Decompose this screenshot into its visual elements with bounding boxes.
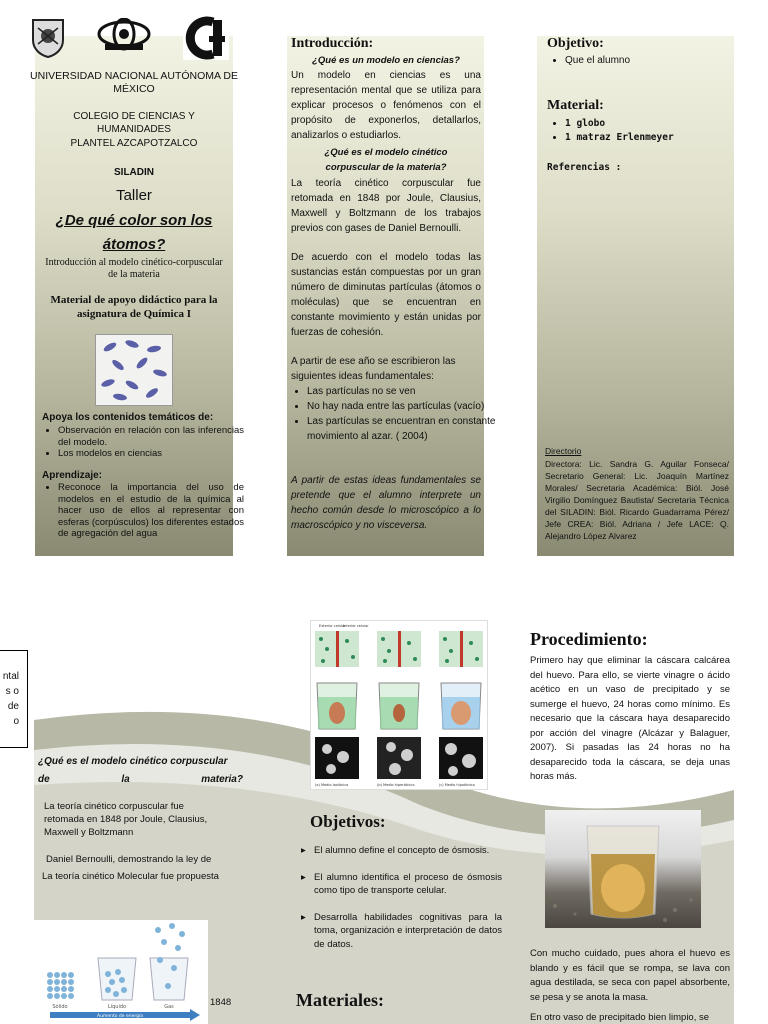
apoya-heading: Apoya los contenidos temáticos de: bbox=[42, 412, 214, 423]
procedimiento-heading: Procedimiento: bbox=[530, 629, 648, 649]
cch-logo-icon bbox=[97, 18, 151, 54]
box-line: ntal bbox=[2, 671, 19, 682]
objetivo-heading: Objetivo: bbox=[547, 36, 604, 51]
cell-label: Exterior celular bbox=[319, 624, 346, 628]
question-word: de bbox=[38, 774, 50, 785]
materiales-heading: Materiales: bbox=[296, 990, 384, 1010]
caption: (a) Medio isotónico bbox=[315, 783, 349, 787]
list-item: • 1 matraz Erlenmeyer bbox=[565, 131, 741, 145]
theory-paragraph-3: La teoría cinético Molecular fue propuesta bbox=[42, 871, 219, 882]
procedure-step-1: Primero hay que eliminar la cáscara calcárea del huevo. Para ello, se vierte vinagre o ácido acético en un vaso de precipitado y se sumerge el huevo, 24 horas como mínimo. Es necesario que la cáscara haya desaparecido por acción del vinagre (Alcázar y Balaguer, 2007). Si pasadas las 24 horas no ha desaparecido toda la cáscara, se deja unas horas más. bbox=[530, 655, 730, 782]
material-list bbox=[549, 117, 741, 145]
objetivo-list bbox=[549, 55, 741, 66]
list-item: • 1 globo bbox=[565, 117, 741, 131]
referencias-label: Referencias : bbox=[547, 162, 622, 173]
state-label: Líquido bbox=[107, 1004, 127, 1010]
material-label: Material de apoyo didáctico para la asignatura de Química I bbox=[50, 294, 218, 320]
state-label: Gas bbox=[164, 1004, 174, 1010]
list-item: • Los modelos en ciencias bbox=[58, 448, 244, 460]
question-heading: ¿Qué es el modelo cinético corpuscular bbox=[38, 756, 228, 767]
intro-paragraph-1: Un modelo en ciencias es una representación mental que se utiliza para explicar procesos o fenómenos con el propósito de exponerlos, detallarlos, analizarlos o estudiarlos. bbox=[291, 70, 481, 141]
egg-beaker-photo bbox=[545, 810, 701, 928]
list-item: • No hay nada entre las partículas (vacío) bbox=[307, 399, 497, 414]
cover-title: ¿De qué color son los átomos? bbox=[55, 212, 213, 253]
directorio-heading: Directorio bbox=[545, 446, 582, 456]
particles-image bbox=[95, 334, 173, 406]
objetivos-heading: Objetivos: bbox=[310, 812, 386, 831]
states-of-matter-image bbox=[30, 920, 208, 1024]
state-label: Sólido bbox=[52, 1004, 68, 1010]
list-item: • Las partículas se encuentran en constante movimiento al azar. ( 2004) bbox=[307, 414, 497, 444]
question-heading-line2 bbox=[38, 774, 243, 785]
theory-paragraph-2: Daniel Bernoulli, demostrando la ley de bbox=[46, 854, 212, 865]
list-item: • Que el alumno bbox=[565, 55, 741, 66]
procedure-step-2: Con mucho cuidado, pues ahora el huevo es blando y es fácil que se rompa, se lava con agua destilada, se seca con papel absorbente, se pesa y se anota la masa. bbox=[530, 948, 730, 1003]
box-line: s o bbox=[5, 686, 19, 697]
intro-paragraph-4: A partir de ese año se escribieron las siguientes ideas fundamentales: bbox=[291, 356, 456, 382]
apoya-list bbox=[42, 425, 244, 460]
question-word: la bbox=[121, 774, 130, 785]
intro-paragraph-2: La teoría cinético corpuscular fue retomada en 1848 por Joule, Clausius, Maxwell y Boltzmann de los trabajos previos con gases de Daniel Bernoulli. bbox=[291, 178, 481, 234]
unam-logo-icon bbox=[31, 18, 65, 58]
siladin-logo-icon bbox=[183, 16, 229, 60]
page-two bbox=[0, 600, 768, 1024]
caption: (c) Medio hipotónico bbox=[439, 783, 475, 787]
cell-label: Interior celular bbox=[343, 624, 369, 628]
intro-heading: Introducción: bbox=[291, 36, 374, 51]
intro-paragraph-5: A partir de estas ideas fundamentales se pretende que el alumno interprete un hecho común desde lo microscópico a lo macroscópico y no visceversa. bbox=[291, 475, 481, 531]
ideas-list bbox=[291, 384, 497, 444]
box-line: o bbox=[13, 716, 19, 727]
box-line: de bbox=[7, 701, 19, 712]
list-item: • Las partículas no se ven bbox=[307, 384, 497, 399]
aprendizaje-heading: Aprendizaje: bbox=[42, 470, 103, 481]
intro-paragraph-3: De acuerdo con el modelo todas las sustancias están compuestas por un gran número de diminutas partículas (átomos o moléculas) que se encuentran en constante movimiento y están unidas por fuerzas de cohesión. bbox=[291, 252, 481, 338]
introduction-panel bbox=[287, 36, 496, 556]
directorio-text: Directora: Lic. Sandra G. Aguilar Fonseca/ Secretario General: Lic. Joaquín Martínez Morales/ Secretaria Académica: Biól. José Virgilio Domínguez Bautista/ Secretaria Técnica del SILADIN: Biól. Ricardo Guadarrama Pérez/ Jefe CREA: Biól. Adriana / Jefe LACE: Q. Alejandro López Alvarez bbox=[545, 459, 729, 541]
osmosis-diagram-image bbox=[310, 620, 488, 790]
energy-arrow-label: Aumento de energía bbox=[97, 1014, 143, 1019]
caption: (b) Medio hipertónico bbox=[377, 783, 415, 787]
list-item: ▸ Desarrolla habilidades cognitivas para la toma, organización e interpretación de datos de datos. bbox=[301, 911, 502, 950]
arrow-bullet-icon: ▸ bbox=[301, 845, 306, 856]
objective-panel bbox=[537, 36, 734, 556]
siladin-label: SILADIN bbox=[114, 167, 154, 178]
aprendizaje-list bbox=[42, 482, 244, 540]
list-item: ▸ El alumno define el concepto de ósmosis. bbox=[301, 845, 490, 856]
list-item: • Observación en relación con las inferencias del modelo. bbox=[58, 425, 244, 448]
question-2: ¿Qué es el modelo cinético corpuscular de la materia? bbox=[324, 147, 448, 173]
list-item: • Reconoce la importancia del uso de modelos en el estudio de la química al hacer uso de ellos al representar con esferas (corpúsculos) los diferentes estados de agregación del agua bbox=[58, 482, 244, 540]
arrow-bullet-icon: ▸ bbox=[301, 871, 306, 883]
campus-name: PLANTEL AZCAPOTZALCO bbox=[70, 138, 198, 149]
arrow-bullet-icon: ▸ bbox=[301, 911, 306, 923]
cover-subtitle: Introducción al modelo cinético-corpuscular de la materia bbox=[45, 257, 223, 280]
cut-text-box bbox=[0, 650, 28, 748]
university-name: UNIVERSIDAD NACIONAL AUTÓNOMA DE MÉXICO bbox=[30, 70, 238, 95]
list-item: ▸ El alumno identifica el proceso de ósmosis como tipo de transporte celular. bbox=[301, 871, 502, 896]
question-word: materia? bbox=[201, 774, 243, 785]
question-1: ¿Qué es un modelo en ciencias? bbox=[312, 55, 460, 66]
year-label: 1848 bbox=[210, 997, 232, 1008]
taller-label: Taller bbox=[116, 187, 152, 204]
objetivos-list bbox=[300, 844, 502, 951]
theory-paragraph-1: La teoría cinético corpuscular fue retomada en 1848 por Joule, Clausius, Maxwell y Boltzmann bbox=[44, 801, 208, 838]
procedure-step-3: En otro vaso de precipitado bien limpio, se bbox=[530, 1012, 710, 1023]
college-name: COLEGIO DE CIENCIAS Y HUMANIDADES bbox=[73, 111, 195, 135]
material-heading: Material: bbox=[547, 98, 604, 113]
cover-panel bbox=[30, 36, 244, 556]
